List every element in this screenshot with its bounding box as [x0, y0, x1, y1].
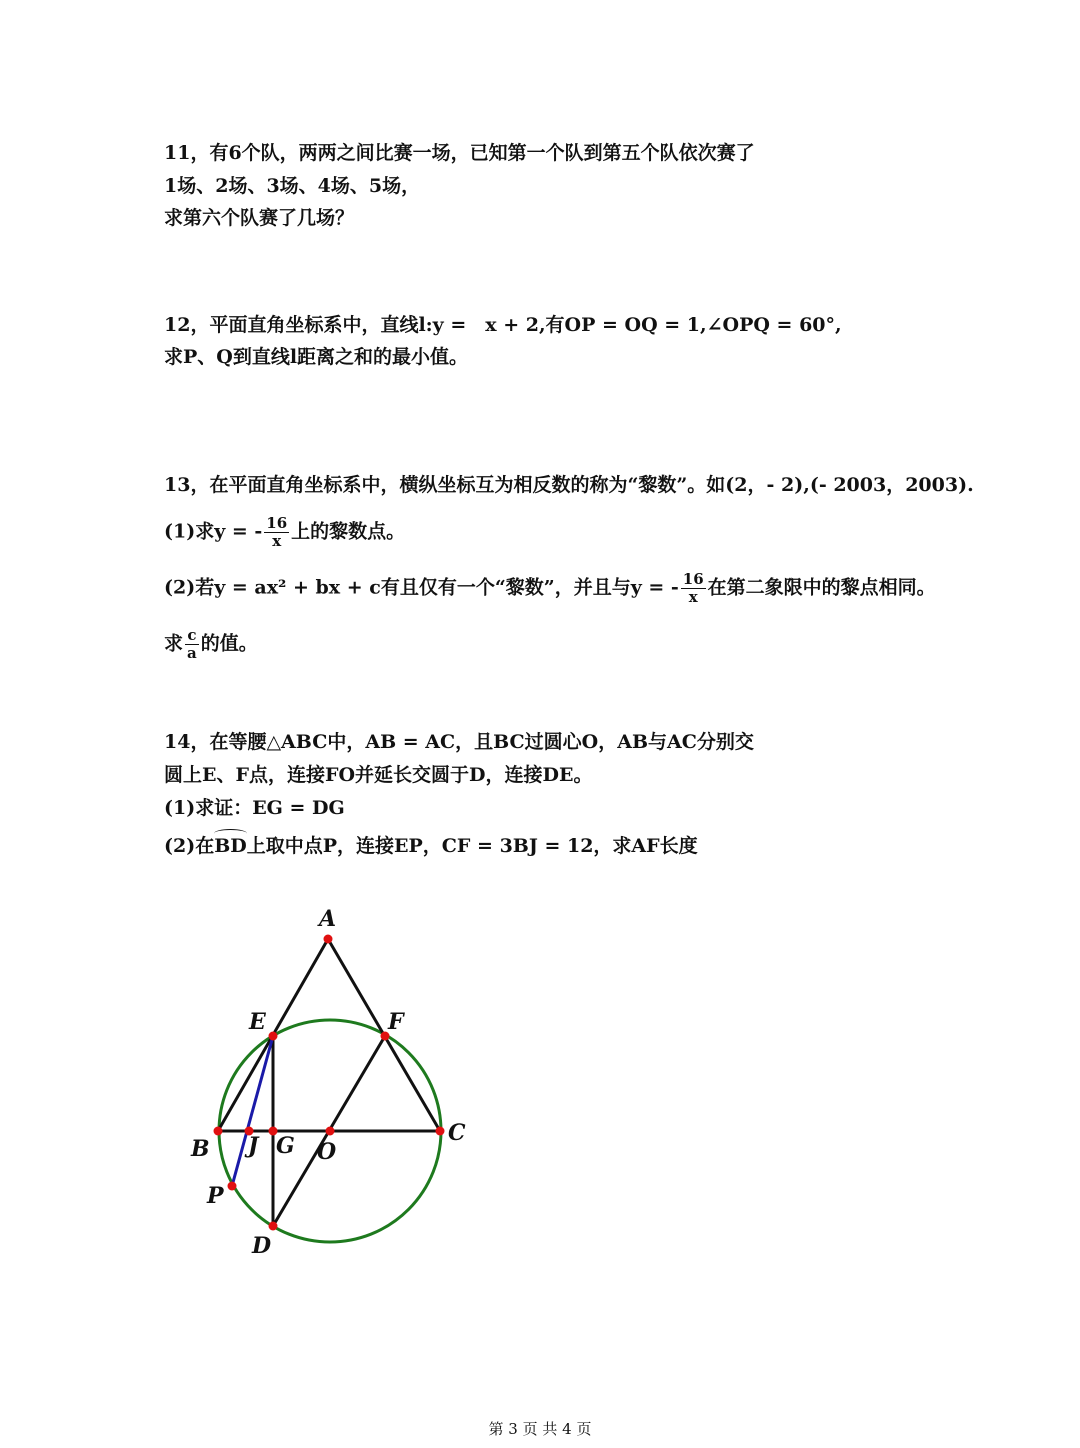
- point-o: [326, 1127, 335, 1136]
- q13-p3-pre: 求: [164, 632, 184, 655]
- label-d: D: [252, 1233, 272, 1259]
- point-d: [269, 1222, 278, 1231]
- fraction-denominator: x: [272, 532, 282, 550]
- label-b: B: [191, 1136, 210, 1162]
- label-j: J: [248, 1133, 259, 1159]
- q13-p3-post: 的值。: [200, 632, 258, 655]
- point-a: [324, 935, 333, 944]
- q14-line-4: [164, 832, 698, 860]
- q14-l4-post: 上取中点P，连接EP，CF = 3BJ = 12，求AF长度: [246, 835, 698, 857]
- q13-p2-post: 在第二象限中的黎点相同。: [707, 576, 936, 599]
- segment-ep: [232, 1036, 273, 1186]
- q13-part-2: [164, 571, 936, 606]
- label-e: E: [249, 1009, 266, 1035]
- q13-part-1: [164, 515, 405, 550]
- label-a: A: [319, 906, 337, 932]
- fraction-denominator: a: [187, 644, 197, 662]
- fraction: [185, 627, 199, 662]
- q14-line-3: (1)求证：EG = DG: [164, 797, 345, 819]
- label-f: F: [388, 1009, 404, 1035]
- q11-line-2: 1场、2场、3场、4场、5场，: [164, 175, 421, 197]
- fraction-denominator: x: [688, 588, 698, 606]
- q13-part-3: [164, 627, 258, 662]
- fraction: [264, 515, 289, 550]
- q11-line-3: 求第六个队赛了几场？: [164, 207, 355, 229]
- point-p: [228, 1182, 237, 1191]
- label-g: G: [276, 1133, 295, 1159]
- fraction-numerator: 16: [266, 514, 288, 532]
- point-e: [269, 1032, 278, 1041]
- q13-p2-pre: (2)若y = ax² + bx + c有且仅有一个“黎数”，并且与y = -: [164, 576, 679, 599]
- q14-line-2: 圆上E、F点，连接FO并延长交圆于D，连接DE。: [164, 764, 593, 786]
- point-c: [436, 1127, 445, 1136]
- q12-line-1: 12，平面直角坐标系中，直线l:y = x + 2,有OP = OQ = 1,∠OPQ = 60°,: [164, 314, 842, 336]
- fraction-numerator: c: [185, 627, 199, 645]
- q12-line-2: 求P、Q到直线l距离之和的最小值。: [164, 346, 469, 368]
- q14-l4-pre: (2)在: [164, 835, 215, 857]
- q11-line-1: 11，有6个队，两两之间比赛一场，已知第一个队到第五个队依次赛了: [164, 142, 755, 164]
- q13-line-1: 13，在平面直角坐标系中，横纵坐标互为相反数的称为“黎数”。如(2，- 2),(- 2003，2003).: [164, 474, 974, 496]
- q13-p1-pre: (1)求y = -: [164, 520, 263, 543]
- fraction-numerator: 16: [682, 570, 704, 588]
- label-p: P: [207, 1183, 224, 1209]
- point-b: [214, 1127, 223, 1136]
- label-o: O: [317, 1139, 337, 1165]
- geometry-figure: [180, 900, 480, 1270]
- label-c: C: [448, 1120, 466, 1146]
- q14-line-1: 14，在等腰△ABC中，AB = AC，且BC过圆心O，AB与AC分别交: [164, 731, 754, 753]
- q13-p1-post: 上的黎数点。: [291, 520, 406, 543]
- fraction: [681, 571, 706, 606]
- page-footer: 第 3 页 共 4 页: [488, 1420, 592, 1438]
- arc-bd: BD: [214, 832, 247, 860]
